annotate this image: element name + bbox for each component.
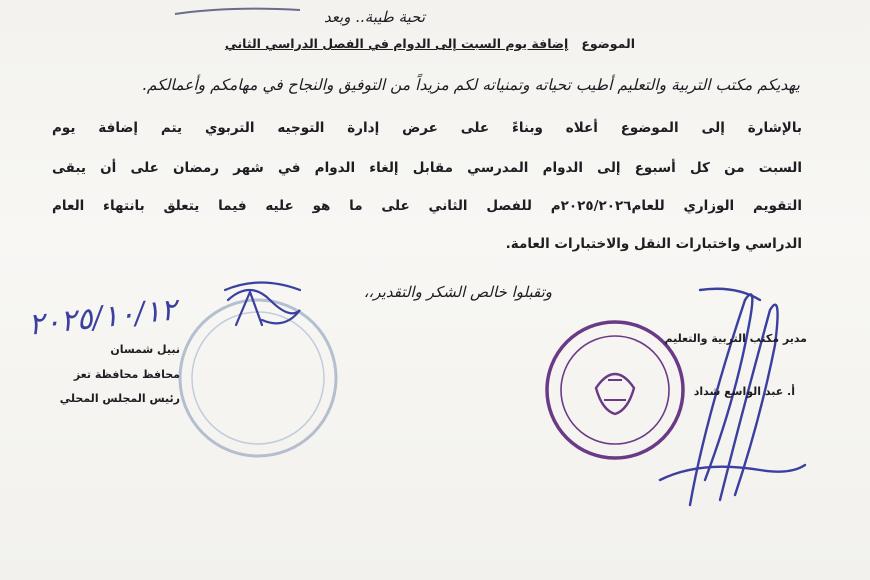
right-signatory-name: أ. عبد الواسع شداد [693, 385, 795, 398]
left-signatory-title-1: محافظ محافظة تعز [73, 368, 180, 381]
body-line-2: السبت من كل أسبوع إلى الدوام المدرسي مقابل إلغاء الدوام في شهر رمضان على أن يبقى [52, 160, 802, 176]
subject-text: إضافة يوم السبت إلى الدوام في الفصل الدراسي الثاني [224, 36, 569, 51]
subject-label: الموضوع [581, 36, 635, 51]
right-official-stamp [547, 322, 683, 458]
left-signatory-name: نبيل شمسان [110, 343, 180, 356]
greeting-text: تحية طيبة.. وبعد [323, 8, 425, 26]
closing-line: وتقبلوا خالص الشكر والتقدير،، [363, 283, 552, 301]
body-line-4: الدراسي واختبارات النقل والاختبارات العامة. [505, 236, 802, 252]
left-stamp [180, 300, 336, 456]
subject-line [225, 36, 635, 51]
intro-paragraph: يهديكم مكتب التربية والتعليم أطيب تحياته وتمنياته لكم مزيداً من التوفيق والنجاح في مهامكم وأعمالكم. [141, 76, 800, 94]
handwritten-date: ٢٠٢٥/١٠/١٢ [26, 292, 179, 343]
top-decorative-stroke [175, 9, 300, 14]
body-line-1: بالإشارة إلى الموضوع أعلاه وبناءً على عرض إدارة التوجيه التربوي يتم إضافة يوم [52, 120, 802, 136]
right-signatory-title: مدير مكتب التربية والتعليم [664, 332, 807, 345]
left-signatory-title-2: رئيس المجلس المحلي [59, 392, 180, 405]
body-line-3: التقويم الوزاري للعام٢٠٢٥/٢٠٢٦م للفصل الثاني على ما هو عليه فيما يتعلق بانتهاء العام [52, 198, 802, 214]
